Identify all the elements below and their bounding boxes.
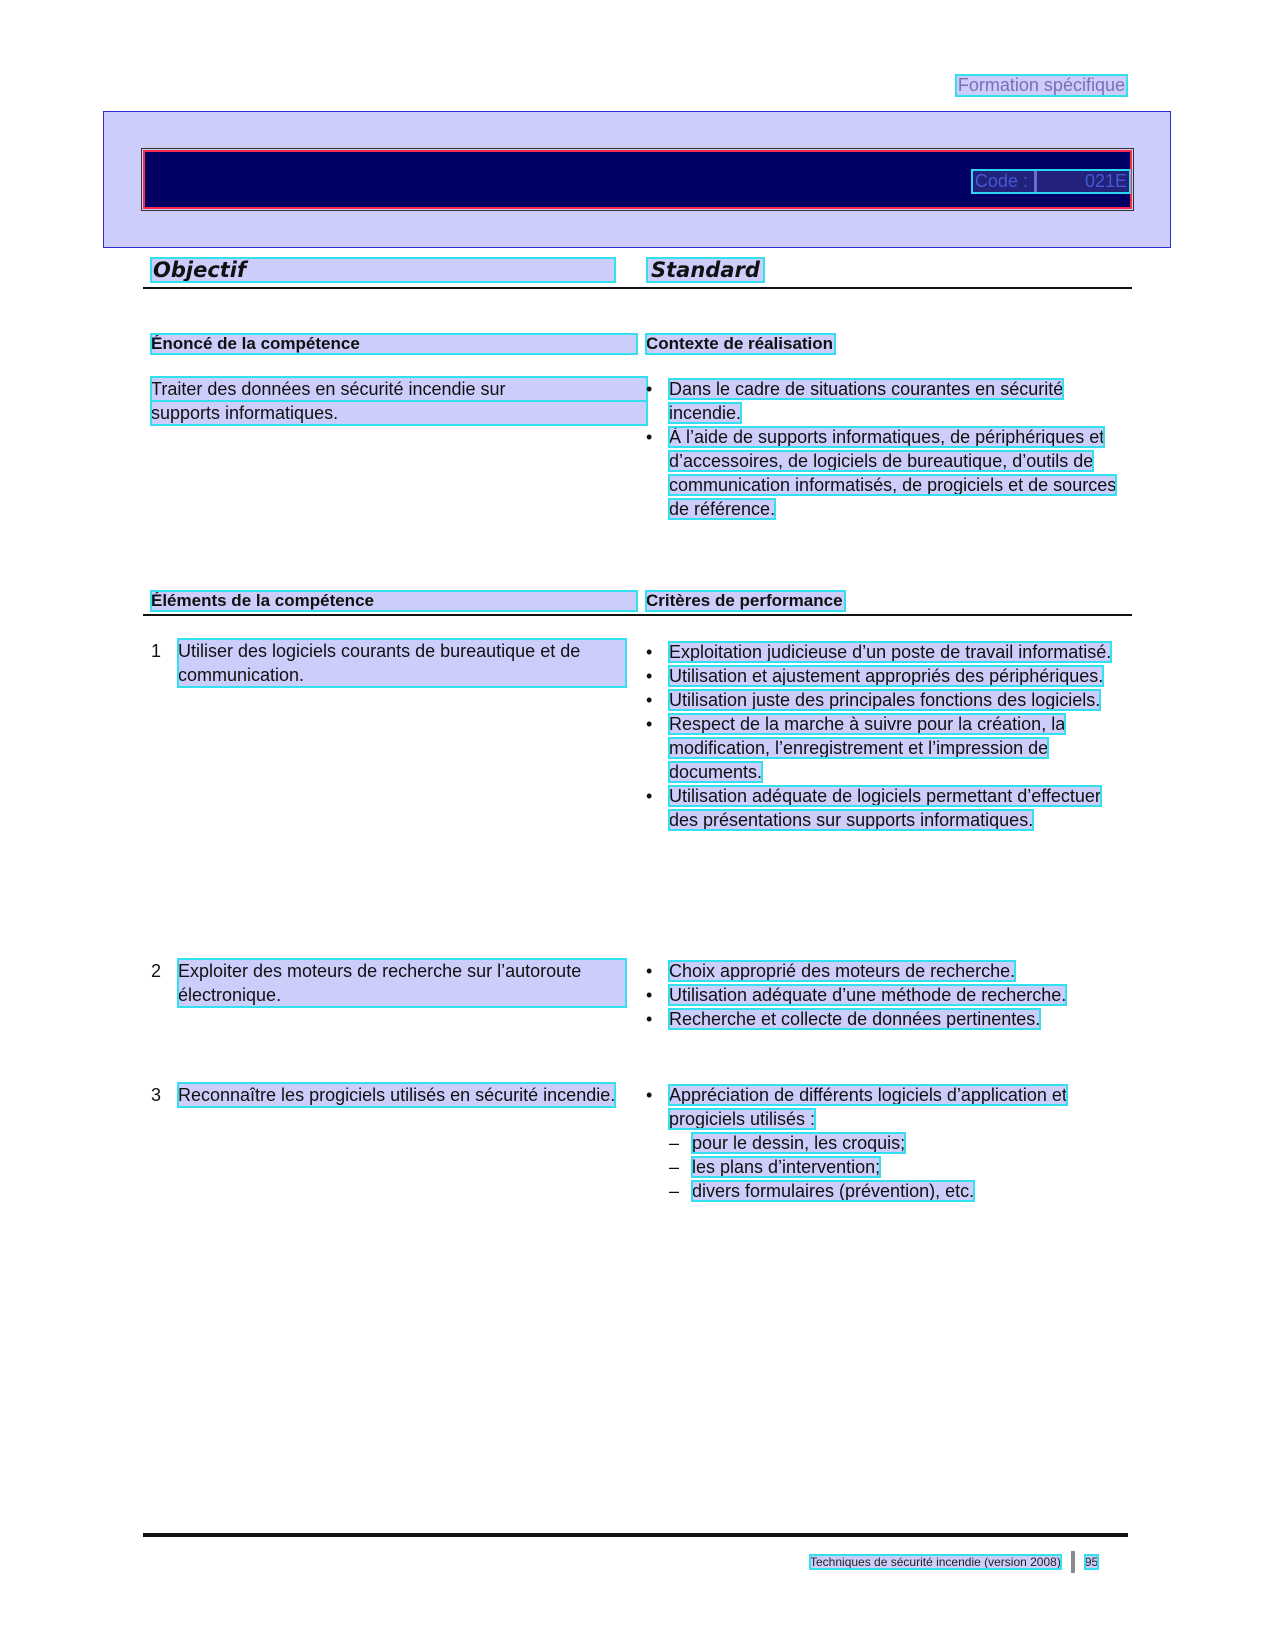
running-header: Formation spécifique (957, 75, 1125, 95)
element-item (151, 639, 626, 687)
footer-title: Techniques de sécurité incendie (version 2008) (810, 1555, 1061, 1569)
list-item: • Recherche et collecte de données pertinentes. (646, 1009, 1041, 1029)
list-item: • Exploitation judicieuse d’un poste de travail informatisé. (646, 642, 1112, 662)
elements-heading: Éléments de la compétence (151, 591, 637, 611)
list-item: • Respect de la marche à suivre pour la création, la modification, l’enregistrement et l’impression de documents. (646, 714, 1066, 782)
list-item: • Appréciation de différents logiciels d’application et progiciels utilisés : (646, 1085, 1067, 1129)
elements-divider (143, 614, 1132, 616)
criteria-list-2 (646, 959, 1126, 1031)
enonce-heading: Énoncé de la compétence (151, 334, 637, 354)
element-text: Exploiter des moteurs de recherche sur l’autoroute électronique. (178, 959, 626, 1007)
contexte-heading: Contexte de réalisation (646, 334, 834, 353)
contexte-list (646, 377, 1126, 521)
list-item: • Utilisation juste des principales fonctions des logiciels. (646, 690, 1101, 710)
sub-list-item: – les plans d’intervention; (669, 1157, 881, 1177)
code-label: Code : (974, 171, 1028, 191)
list-item: • À l’aide de supports informatiques, de périphériques et d’accessoires, de logiciels de bureautique, d’outils de communication informatisés, de progiciels et de sources de référence. (646, 427, 1117, 519)
element-item (151, 959, 626, 1007)
sub-list-item: – pour le dessin, les croquis; (669, 1133, 906, 1153)
element-text: Reconnaître les progiciels utilisés en sécurité incendie. (178, 1085, 616, 1105)
sub-list-item: – divers formulaires (prévention), etc. (669, 1181, 975, 1201)
page-number: 95 (1084, 1555, 1099, 1569)
standard-title: Standard (647, 258, 764, 282)
footer-separator (1071, 1551, 1075, 1573)
footer-rule (143, 1533, 1128, 1537)
list-item: • Utilisation adéquate de logiciels permettant d’effectuer des présentations sur supports informatiques. (646, 786, 1101, 830)
criteria-list-1 (646, 640, 1126, 832)
enonce-text (151, 377, 647, 425)
criteres-heading: Critères de performance (646, 591, 843, 610)
element-number: 3 (151, 1085, 162, 1105)
element-number: 1 (151, 641, 162, 661)
code-separator (1034, 171, 1079, 192)
section-divider (143, 287, 1132, 289)
objectif-title: Objectif (151, 258, 615, 282)
element-number: 2 (151, 961, 162, 981)
enonce-line: Traiter des données en sécurité incendie sur (151, 377, 647, 401)
list-item: • Choix approprié des moteurs de recherche. (646, 961, 1016, 981)
enonce-line: supports informatiques. (151, 401, 647, 425)
competency-code (973, 171, 1129, 192)
element-item (151, 1083, 626, 1107)
list-item: • Utilisation adéquate d’une méthode de recherche. (646, 985, 1067, 1005)
list-item: • Dans le cadre de situations courantes en sécurité incendie. (646, 379, 1064, 423)
footer (810, 1551, 1098, 1573)
list-item: • Utilisation et ajustement appropriés des périphériques. (646, 666, 1104, 686)
sub-criteria-list (646, 1131, 1126, 1203)
criteria-list-3 (646, 1083, 1126, 1131)
code-value: 021E (1084, 171, 1127, 191)
criteria-block-3 (646, 1083, 1126, 1203)
element-text: Utiliser des logiciels courants de bureautique et de communication. (178, 639, 626, 687)
